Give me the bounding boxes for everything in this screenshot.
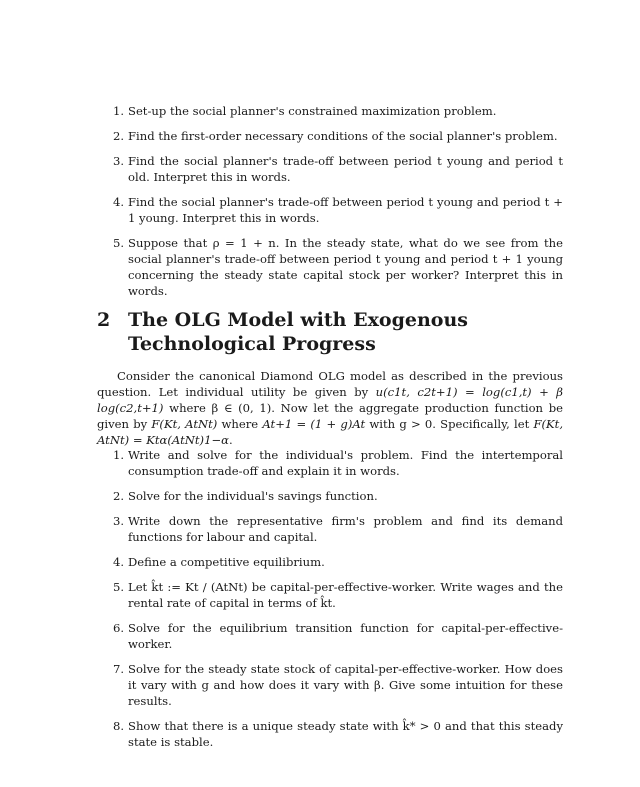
item-text: Define a competitive equilibrium.	[128, 555, 325, 569]
item-text: Solve for the equilibrium transition function for capital-per-effective-worker.	[128, 621, 563, 651]
growth-formula: At+1 = (1 + g)At	[262, 417, 366, 431]
list-item: 2. Find the first-order necessary conditions of the social planner's problem.	[113, 129, 558, 143]
item-text: Suppose that ρ = 1 + n. In the steady state, what do we see from the social planner's trade-off between period t young and period t + 1 young concerning the steady state capital stock per worker? Interpret this in words.	[128, 236, 563, 298]
list-item: 1. Write and solve for the individual's problem. Find the intertemporal consumption trade-off and explain it in words.	[113, 448, 563, 478]
question-list-1	[97, 103, 563, 308]
item-text: Find the social planner's trade-off between period t young and period t old. Interpret this in words.	[128, 154, 563, 184]
list-item: 8. Show that there is a unique steady state with k̂* > 0 and that this steady state is stable.	[113, 719, 563, 749]
list-item: 6. Solve for the equilibrium transition function for capital-per-effective-worker.	[113, 621, 563, 651]
item-text: Solve for the individual's savings function.	[128, 489, 378, 503]
cobb-douglas-formula: F(Kt, AtNt) = Ktα(AtNt)1−α	[97, 417, 564, 447]
section-heading	[97, 308, 563, 356]
list-item: 5. Suppose that ρ = 1 + n. In the steady state, what do we see from the social planner's trade-off between period t young and period t + 1 young concerning the steady state capital stock per worker? Interpret this in words.	[113, 236, 563, 298]
item-text: Find the first-order necessary conditions of the social planner's problem.	[128, 129, 558, 143]
item-text: Solve for the steady state stock of capital-per-effective-worker. How does it vary with g and how does it vary with β. Give some intuition for these results.	[128, 662, 563, 708]
question-list-2	[97, 447, 563, 759]
item-text: Write down the representative firm's problem and find its demand functions for labour and capital.	[128, 514, 563, 544]
para-where: where	[217, 417, 263, 431]
para-end: .	[229, 433, 233, 447]
production-formula: F(Kt, AtNt)	[151, 417, 218, 431]
list-item: 5. Let k̂t := Kt / (AtNt) be capital-per-effective-worker. Write wages and the rental rate of capital in terms of k̂t.	[113, 580, 563, 610]
item-text: Find the social planner's trade-off between period t young and period t + 1 young. Interpret this in words.	[128, 195, 563, 225]
section-title: The OLG Model with Exogenous Technological Progress	[128, 309, 468, 355]
item-text: Set-up the social planner's constrained maximization problem.	[128, 104, 497, 118]
para-with: with g > 0. Specifically, let	[365, 417, 534, 431]
section-number: 2	[97, 309, 111, 331]
list-item: 1. Set-up the social planner's constrained maximization problem.	[113, 104, 497, 118]
list-item: 4. Define a competitive equilibrium.	[113, 555, 325, 569]
utility-formula: u(c1t, c2t+1) = log(c1,t) + β log(c2,t+1)	[97, 385, 563, 415]
para-intro: Consider the canonical Diamond OLG model as described in the previous question. Let individual utility be given by	[97, 369, 563, 399]
list-item: 3. Find the social planner's trade-off between period t young and period t old. Interpret this in words.	[113, 154, 563, 184]
intro-paragraph	[97, 368, 563, 448]
list-item: 2. Solve for the individual's savings function.	[113, 489, 378, 503]
item-text: Write and solve for the individual's problem. Find the intertemporal consumption trade-off and explain it in words.	[128, 448, 563, 478]
item-text: Show that there is a unique steady state with k̂* > 0 and that this steady state is stable.	[128, 719, 563, 749]
list-item: 7. Solve for the steady state stock of capital-per-effective-worker. How does it vary with g and how does it vary with β. Give some intuition for these results.	[113, 662, 563, 708]
item-text: Let k̂t := Kt / (AtNt) be capital-per-effective-worker. Write wages and the rental rate of capital in terms of k̂t.	[128, 580, 563, 610]
para-beta: where β ∈ (0, 1). Now let the aggregate production function be given by	[97, 401, 563, 431]
list-item: 4. Find the social planner's trade-off between period t young and period t + 1 young. Interpret this in words.	[113, 195, 563, 225]
list-item: 3. Write down the representative firm's problem and find its demand functions for labour and capital.	[113, 514, 563, 544]
